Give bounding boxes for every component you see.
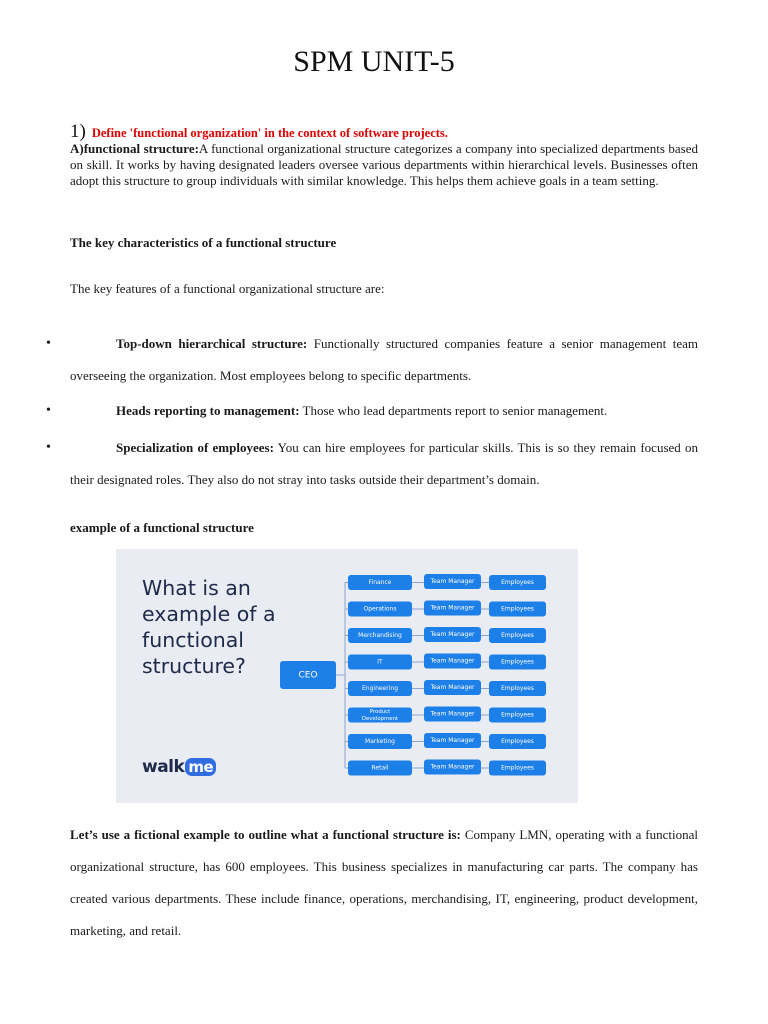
team-manager-label: Team Manager: [430, 737, 475, 744]
bullet-body: You can hire employees for particular skills. This is so they remain focused on their designated roles. They also do not stray into tasks outside their department’s domain.: [70, 440, 698, 487]
employees-label: Employees: [501, 711, 534, 719]
team-manager-label: Team Manager: [430, 604, 475, 612]
employees-label: Employees: [501, 685, 534, 692]
team-manager-label: Team Manager: [430, 578, 475, 585]
figure-heading-line: example of a: [142, 602, 276, 626]
bullet-item: [46, 432, 698, 496]
features-intro: The key features of a functional organizational structure are:: [70, 281, 385, 296]
team-manager-label: Team Manager: [430, 657, 475, 665]
walkme-logo: [142, 757, 216, 777]
bullet-item: [46, 328, 698, 392]
page-title: SPM UNIT-5: [293, 45, 455, 78]
team-manager-label: Team Manager: [430, 710, 475, 718]
question-line: [70, 121, 698, 143]
bullet-lead: Top-down hierarchical structure:: [116, 336, 308, 351]
figure-heading-line: What is an: [142, 576, 251, 600]
example-body: Company LMN, operating with a functional organizational structure, has 600 employees. This business specializes in manufacturing car parts. The company has created various departments. These include finance, operations, merchandising, IT, engineering, product development, marketing, and retail.: [70, 827, 698, 938]
employees-label: Employees: [501, 632, 534, 639]
example-paragraph: [70, 819, 698, 947]
department-label: Product: [369, 709, 391, 715]
question-number: 1): [70, 121, 86, 142]
department-label-line2: Development: [361, 716, 399, 722]
employees-label: Employees: [501, 579, 534, 586]
example-heading: example of a functional structure: [70, 520, 254, 535]
figure-heading-line: structure?: [142, 654, 246, 678]
example-lead: Let’s use a fictional example to outline what a functional structure is:: [70, 827, 461, 842]
employees-label: Employees: [501, 658, 534, 666]
department-label: Merchandising: [358, 632, 402, 639]
employees-label: Employees: [501, 605, 534, 613]
team-manager-label: Team Manager: [430, 763, 475, 771]
employees-label: Employees: [501, 764, 534, 772]
department-label: Engineering: [362, 685, 398, 692]
team-manager-label: Team Manager: [430, 684, 475, 691]
definition-paragraph: [70, 141, 698, 189]
figure-heading-line: functional: [142, 628, 244, 652]
bullet-body: Functionally structured companies feature a senior management team overseeing the organization. Most employees belong to specific departments.: [70, 336, 698, 383]
logo-badge: me: [185, 758, 216, 776]
bullet-dot: •: [46, 440, 51, 455]
department-label: IT: [377, 658, 383, 666]
bullet-dot: •: [46, 403, 51, 418]
department-label: Retail: [371, 764, 389, 772]
department-label: Operations: [363, 605, 397, 613]
team-manager-label: Team Manager: [430, 631, 475, 638]
bullet-dot: •: [46, 336, 51, 351]
definition-lead: A)functional structure:: [70, 141, 199, 156]
bullet-lead: Heads reporting to management:: [116, 403, 300, 418]
logo-text: walk: [142, 757, 185, 777]
key-characteristics-heading: The key characteristics of a functional structure: [70, 235, 337, 250]
question-text: Define 'functional organization' in the context of software projects.: [91, 126, 448, 140]
employees-label: Employees: [501, 738, 534, 745]
bullet-item: [46, 395, 698, 427]
ceo-label: CEO: [298, 670, 318, 681]
org-chart-figure: [116, 549, 578, 803]
bullet-lead: Specialization of employees:: [116, 440, 274, 455]
bullet-body: Those who lead departments report to senior management.: [299, 403, 608, 418]
department-label: Marketing: [365, 738, 395, 745]
department-label: Finance: [368, 579, 392, 586]
definition-body: A functional organizational structure categorizes a company into specialized departments based on skill. It works by having designated leaders oversee various departments within hierarchical levels. Businesses often adopt this structure to group individuals with similar knowledge. This helps them achieve goals in a team setting.: [70, 141, 698, 188]
